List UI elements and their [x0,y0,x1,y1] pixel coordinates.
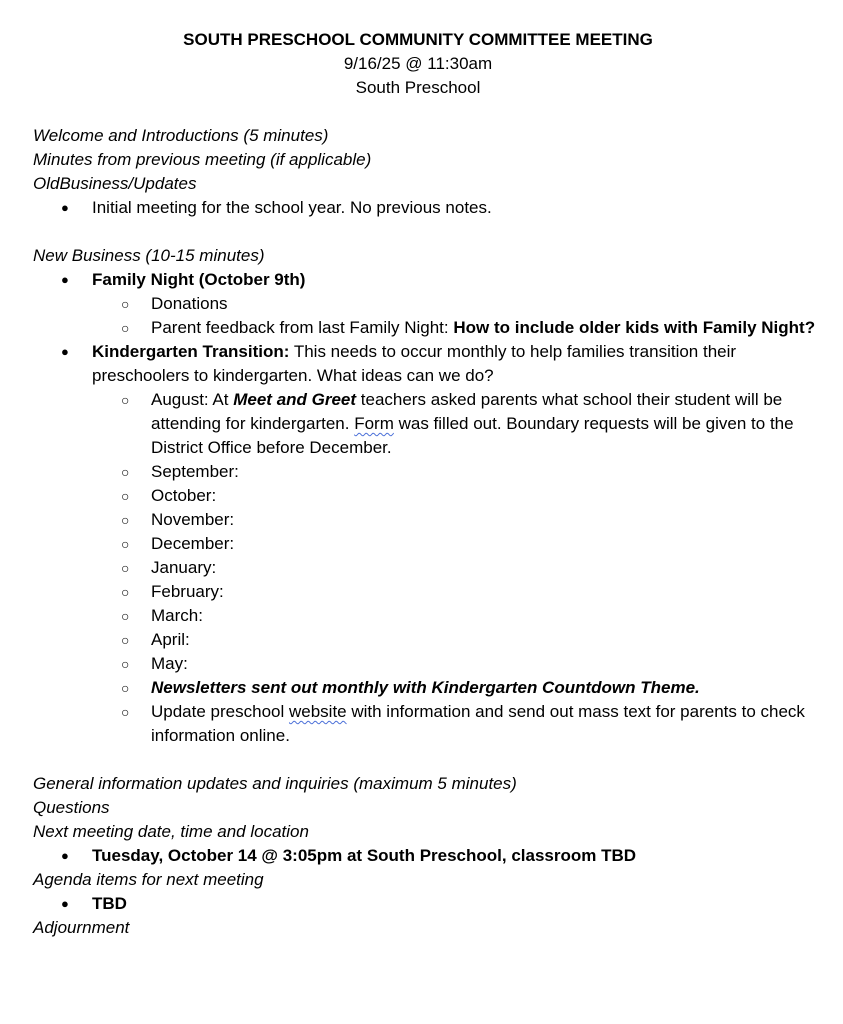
parent-feedback-prefix: Parent feedback from last Family Night: [151,318,454,337]
agenda-welcome: Welcome and Introductions (5 minutes) [33,126,329,145]
next-meeting-bullet [33,844,823,868]
month-item [33,652,823,676]
agenda-items-bullet [33,892,823,916]
august-item [33,388,823,460]
agenda-items-tbd: TBD [92,894,127,913]
bullet-marker: ● [61,272,69,287]
sub-bullet-marker: ○ [121,680,130,696]
kindergarten-title: Kindergarten Transition: [92,342,290,361]
month-label: May: [151,654,188,673]
bullet-marker: ● [61,896,69,911]
spellcheck-form[interactable]: Form [354,414,394,433]
donations-item [33,292,823,316]
family-night-item [33,268,823,292]
month-label: September: [151,462,239,481]
document-page [33,28,823,940]
family-night-title: Family Night (October 9th) [92,270,306,289]
month-label: February: [151,582,224,601]
spacer [33,100,823,124]
month-item [33,508,823,532]
sub-bullet-marker: ○ [121,296,130,312]
sub-bullet-marker: ○ [121,488,130,504]
update-website-item [33,700,823,748]
parent-feedback-item [33,316,823,340]
sub-bullet-marker: ○ [121,536,130,552]
meet-and-greet: Meet and Greet [233,390,357,409]
month-item [33,556,823,580]
sub-bullet-marker: ○ [121,584,130,600]
month-item [33,604,823,628]
month-item [33,628,823,652]
agenda-general-info: General information updates and inquiries (maximum 5 minutes) [33,774,517,793]
donations-text: Donations [151,294,228,313]
parent-feedback-question: How to include older kids with Family Night? [453,318,816,337]
spacer [33,748,823,772]
month-item [33,460,823,484]
spacer [33,220,823,244]
month-item [33,532,823,556]
agenda-old-business: OldBusiness/Updates [33,174,197,193]
agenda-new-business: New Business (10-15 minutes) [33,246,265,265]
month-label: November: [151,510,235,529]
bullet-marker: ● [61,200,69,215]
sub-bullet-marker: ○ [121,392,130,408]
spellcheck-website[interactable]: website [288,702,347,721]
update-suffix: with information and send out mass text for parents to check information online. [151,702,805,745]
sub-bullet-marker: ○ [121,512,130,528]
agenda-questions: Questions [33,798,110,817]
kindergarten-transition-item [33,340,823,388]
august-suffix: was filled out. Boundary requests will be given to the District Office before December. [151,414,794,457]
sub-bullet-marker: ○ [121,320,130,336]
kindergarten-description: This needs to occur monthly to help families transition their preschoolers to kindergarten. What ideas can we do? [92,342,737,385]
month-label: March: [151,606,203,625]
sub-bullet-marker: ○ [121,632,130,648]
august-mid: teachers asked parents what school their student will be attending for kindergarten. [151,390,783,433]
old-business-note: Initial meeting for the school year. No previous notes. [92,198,492,217]
month-item [33,580,823,604]
old-business-bullet [33,196,823,220]
sub-bullet-marker: ○ [121,608,130,624]
update-prefix: Update preschool [151,702,289,721]
next-meeting-details: Tuesday, October 14 @ 3:05pm at South Preschool, classroom TBD [92,846,637,865]
agenda-items-next: Agenda items for next meeting [33,870,264,889]
meeting-datetime: 9/16/25 @ 11:30am [343,54,493,73]
agenda-minutes: Minutes from previous meeting (if applicable) [33,150,372,169]
sub-bullet-marker: ○ [121,704,130,720]
agenda-adjournment: Adjournment [33,918,130,937]
sub-bullet-marker: ○ [121,656,130,672]
newsletters-item [33,676,823,700]
document-title: SOUTH PRESCHOOL COMMUNITY COMMITTEE MEETING [183,30,653,49]
meeting-location: South Preschool [355,78,481,97]
month-label: April: [151,630,190,649]
newsletters-text: Newsletters sent out monthly with Kindergarten Countdown Theme. [151,678,700,697]
month-label: December: [151,534,235,553]
month-item [33,484,823,508]
august-prefix: August: At [151,390,234,409]
sub-bullet-marker: ○ [121,560,130,576]
month-label: January: [151,558,217,577]
sub-bullet-marker: ○ [121,464,130,480]
bullet-marker: ● [61,848,69,863]
month-label: October: [151,486,217,505]
bullet-marker: ● [61,344,69,359]
agenda-next-meeting: Next meeting date, time and location [33,822,309,841]
